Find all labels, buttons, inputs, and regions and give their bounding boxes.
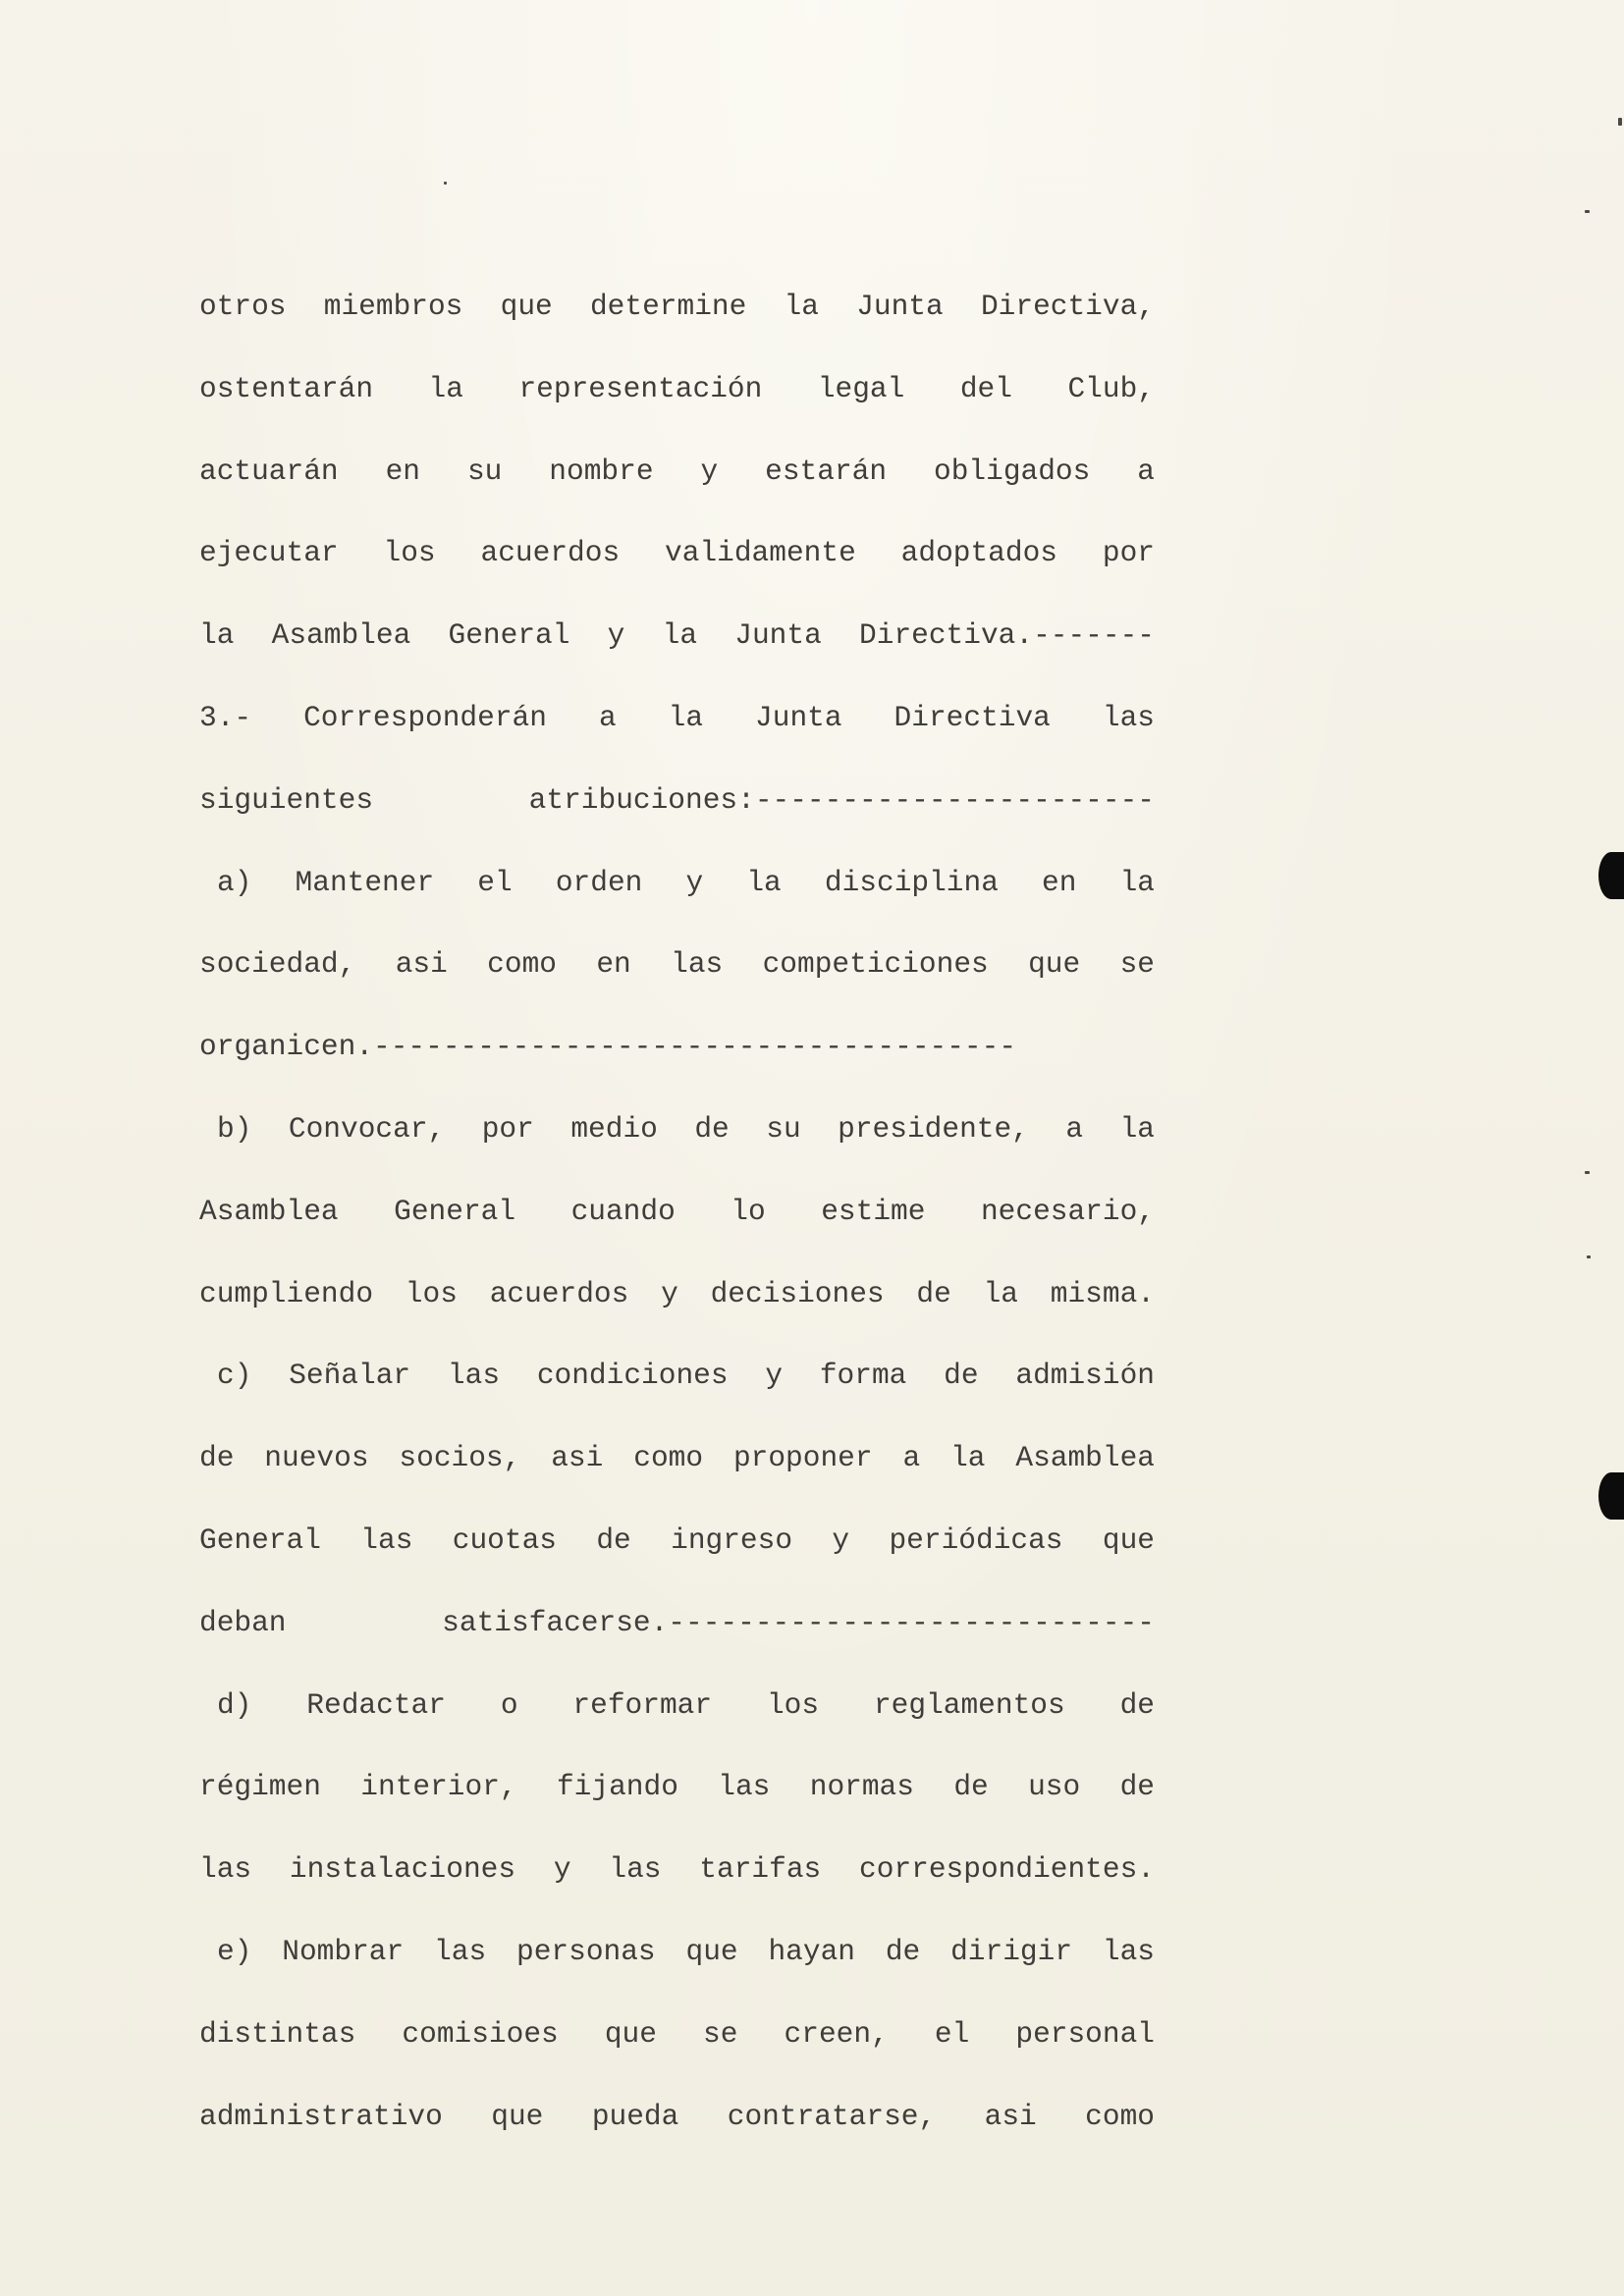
- paper-speck: [1585, 1171, 1590, 1174]
- text-line: otros miembros que determine la Junta Directiva,: [199, 290, 1155, 323]
- text-line: sociedad, asi como en las competiciones que se: [199, 947, 1155, 982]
- document-body: [199, 277, 1155, 2168]
- text-line: d) Redactar o reformar los reglamentos de: [217, 1687, 1155, 1722]
- text-line: administrativo que pueda contratarse, asi como: [199, 2099, 1155, 2133]
- text-line: las instalaciones y las tarifas correspondientes.: [199, 1852, 1155, 1887]
- text-line: General las cuotas de ingreso y periódicas que: [199, 1522, 1155, 1557]
- text-line: b) Convocar, por medio de su presidente, a la: [217, 1111, 1155, 1146]
- punch-hole: [1598, 852, 1624, 899]
- text-line: ejecutar los acuerdos validamente adoptados por: [199, 536, 1155, 570]
- text-line: de nuevos socios, asi como proponer a la Asamblea: [199, 1441, 1155, 1475]
- text-line: siguientes atribuciones:-----------------------: [199, 782, 1155, 817]
- text-line: e) Nombrar las personas que hayan de dirigir las: [217, 1934, 1155, 1968]
- text-line: deban satisfacerse.----------------------------: [199, 1605, 1155, 1639]
- text-line: organicen.-------------------------------------: [199, 1030, 1017, 1064]
- text-line: a) Mantener el orden y la disciplina en la: [217, 865, 1155, 899]
- text-line: actuarán en su nombre y estarán obligados a: [199, 454, 1155, 488]
- text-line: Asamblea General cuando lo estime necesario,: [199, 1194, 1155, 1228]
- text-line: régimen interior, fijando las normas de uso de: [199, 1770, 1155, 1804]
- paper-speck: [444, 182, 447, 185]
- text-line: distintas comisioes que se creen, el personal: [199, 2016, 1155, 2051]
- text-line: la Asamblea General y la Junta Directiva.-------: [199, 618, 1155, 653]
- paper-speck: [1585, 210, 1590, 213]
- text-line: ostentarán la representación legal del Club,: [199, 371, 1155, 405]
- text-line: cumpliendo los acuerdos y decisiones de la misma.: [199, 1276, 1155, 1310]
- paper-speck: [1587, 1255, 1591, 1258]
- punch-hole: [1598, 1472, 1624, 1520]
- text-line: c) Señalar las condiciones y forma de admisión: [217, 1359, 1155, 1393]
- text-line: 3.- Corresponderán a la Junta Directiva las: [199, 700, 1155, 734]
- paper-speck: [1618, 118, 1622, 126]
